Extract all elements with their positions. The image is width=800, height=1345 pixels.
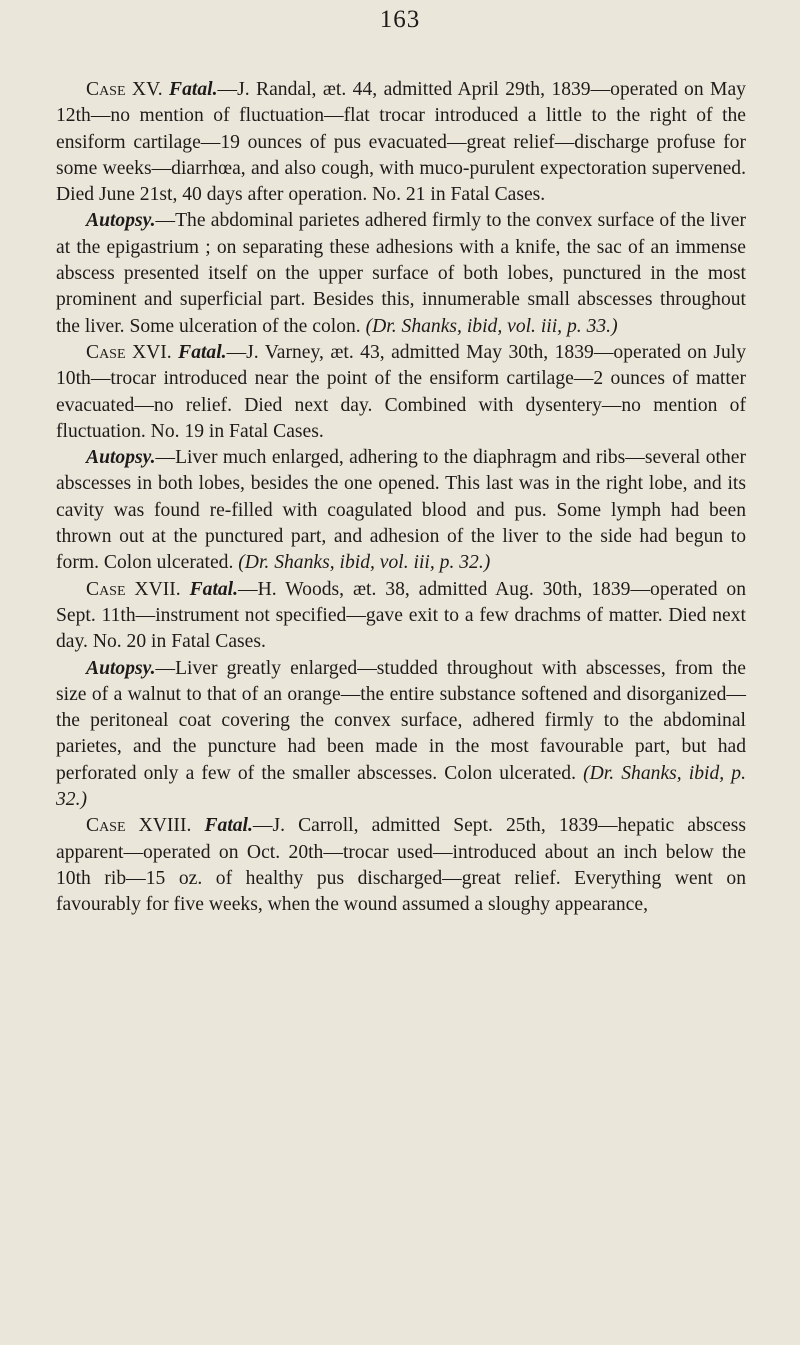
autopsy-text: —Liver much enlarged, adhering to the diaphragm and ribs—several other abscesses in both lobes, besides the one opened. This last was in the right lobe, and its cavity was found re-filled with coagulated blood and pus. Some lymph had been thrown out at the punctured part, and adhesion of the liver to the side had begun to form. Colon ulcerated. [56,447,746,574]
citation: (Dr. Shanks, ibid, vol. iii, p. 32.) [238,552,491,574]
autopsy-text: —The abdominal parietes adhered firmly to the convex surface of the liver at the epigastrium ; on separating these adhesions with a knife, the sac of an immense abscess presented itself on the upper surface of both lobes, punctured in the most prominent and superficial part. Besides this, innumerable small abscesses throughout the liver. Some ulceration of the colon. [56,210,746,337]
case-xvi-autopsy-paragraph [56,445,746,576]
case-heading: Case XV. [86,79,170,100]
case-text: —J. Varney, æt. 43, admitted May 30th, 1839—operated on July 10th—trocar introduced near the point of the ensiform cartilage—2 ounces of matter evacuated—no relief. Died next day. Combined with dysentery—no mention of fluctuation. No. 19 in Fatal Cases. [56,341,746,442]
autopsy-heading: Autopsy. [86,210,156,232]
case-heading: Case XVI. [86,341,179,363]
case-xviii-paragraph [56,813,746,918]
page-body [56,77,746,919]
fatal-label: Fatal. [204,815,253,837]
fatal-label: Fatal. [178,341,227,363]
case-xv-autopsy-paragraph [56,208,746,339]
case-xvii-paragraph [56,577,746,656]
page-number: 163 [379,6,421,33]
case-xvii-autopsy-paragraph [56,656,746,814]
case-text: —J. Randal, æt. 44, admitted April 29th, 1839—operated on May 12th—no mention of fluctuation—flat trocar introduced a little to the right of the ensiform cartilage—19 ounces of pus evacuated—great relief—discharge profuse for some weeks—diarrhœa, and also cough, with muco-purulent expectoration supervened. Died June 21st, 40 days after operation. No. 21 in Fatal Cases. [56,79,746,206]
case-text: —H. Woods, æt. 38, admitted Aug. 30th, 1839—operated on Sept. 11th—instrument not specified—gave exit to a few drachms of matter. Died next day. No. 20 in Fatal Cases. [56,578,746,653]
fatal-label: Fatal. [169,79,218,100]
case-text: —J. Carroll, admitted Sept. 25th, 1839—hepatic abscess apparent—operated on Oct. 20th—trocar used—introduced about an inch below the 10th rib—15 oz. of healthy pus discharged—great relief. Everything went on favourably for five weeks, when the wound assumed a sloughy appearance, [56,815,747,916]
citation: (Dr. Shanks, ibid, p. 32.) [56,762,746,811]
autopsy-text: —Liver greatly enlarged—studded throughout with abscesses, from the size of a walnut to that of an orange—the entire substance softened and disorganized—the peritoneal coat covering the convex surface, adhered firmly to the abdominal parietes, and the puncture had been made in the most favourable part, but had perforated only a few of the smaller abscesses. Colon ulcerated. [56,657,746,784]
case-xvi-paragraph [56,340,746,445]
fatal-label: Fatal. [189,578,239,600]
autopsy-heading: Autopsy. [86,657,156,679]
case-xv-paragraph [56,77,746,208]
case-heading: Case XVIII. [86,815,205,837]
autopsy-heading: Autopsy. [86,447,156,469]
case-heading: Case XVII. [86,578,190,600]
citation: (Dr. Shanks, ibid, vol. iii, p. 33.) [365,315,618,337]
